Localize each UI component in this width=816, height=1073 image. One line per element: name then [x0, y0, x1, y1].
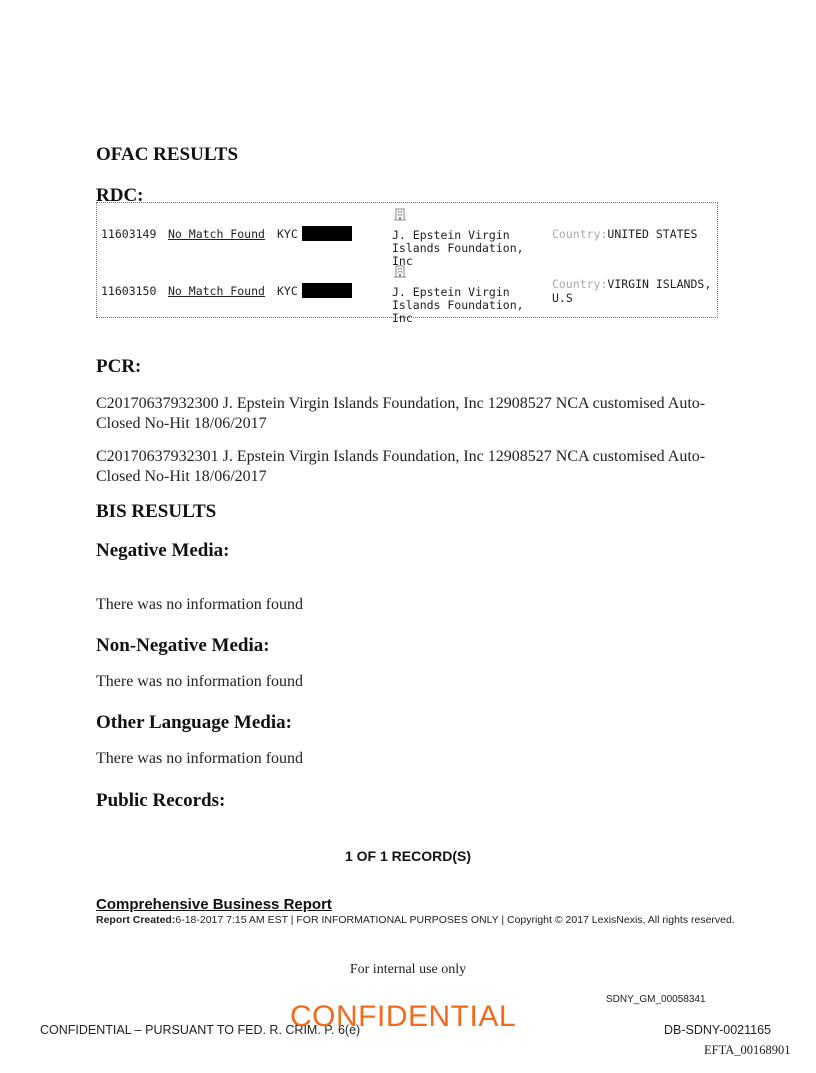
pcr-entry: C20170637932300 J. Epstein Virgin Islands Foundation, Inc 12908527 NCA customised Auto-Closed No-Hit 18/06/2017: [96, 395, 706, 432]
rdc-record-id: 11603150: [101, 284, 157, 298]
confidential-notice: CONFIDENTIAL – PURSUANT TO FED. R. CRIM. P. 6(e): [40, 1023, 361, 1037]
bis-heading: BIS RESULTS: [96, 501, 217, 522]
redaction-bar: [302, 283, 352, 298]
building-icon: [393, 264, 407, 278]
rdc-country: [552, 227, 712, 241]
non-negative-media-heading: Non-Negative Media:: [96, 635, 270, 656]
report-meta: [96, 914, 736, 927]
confidential-stamp: CONFIDENTIAL: [290, 1000, 517, 1033]
kyc-label: KYC: [277, 227, 298, 241]
report-created-details: 6-18-2017 7:15 AM EST | FOR INFORMATIONAL PURPOSES ONLY | Copyright © 2017 LexisNexis, All rights reserved.: [175, 914, 735, 926]
rdc-record-id: 11603149: [101, 227, 157, 241]
country-label: Country:: [552, 277, 608, 291]
country-label: Country:: [552, 227, 608, 241]
rdc-entity-name: J. Epstein Virgin Islands Foundation, Inc: [392, 285, 524, 325]
db-number: DB-SDNY-0021165: [664, 1023, 772, 1037]
rdc-match-status-link[interactable]: No Match Found: [168, 284, 265, 298]
rdc-country: [552, 277, 712, 305]
ofac-heading: OFAC RESULTS: [96, 144, 239, 165]
kyc-label: KYC: [277, 284, 298, 298]
rdc-row: [97, 205, 717, 268]
redaction-bar: [302, 226, 352, 241]
report-title-link[interactable]: Comprehensive Business Report: [96, 896, 332, 913]
record-count: 1 OF 1 RECORD(S): [344, 848, 471, 864]
other-language-media-heading: Other Language Media:: [96, 712, 292, 733]
rdc-heading: RDC:: [96, 185, 144, 206]
rdc-entity-name: J. Epstein Virgin Islands Foundation, Inc: [392, 228, 524, 268]
internal-use-notice: For internal use only: [349, 962, 467, 977]
country-value: UNITED STATES: [607, 227, 698, 241]
negative-media-text: There was no information found: [96, 596, 304, 613]
rdc-row: [97, 262, 717, 325]
pcr-heading: PCR:: [96, 356, 142, 377]
efta-number: EFTA_00168901: [704, 1043, 791, 1057]
building-icon: [393, 207, 407, 221]
bates-number: SDNY_GM_00058341: [606, 994, 706, 1005]
non-negative-media-text: There was no information found: [96, 673, 304, 690]
rdc-results-table: [96, 202, 718, 325]
rdc-match-status-link[interactable]: No Match Found: [168, 227, 265, 241]
public-records-heading: Public Records:: [96, 790, 226, 811]
country-value: VIRGIN ISLANDS, U.S: [552, 277, 712, 305]
negative-media-heading: Negative Media:: [96, 540, 230, 561]
pcr-entry: C20170637932301 J. Epstein Virgin Islands Foundation, Inc 12908527 NCA customised Auto-Closed No-Hit 18/06/2017: [96, 448, 706, 485]
other-language-media-text: There was no information found: [96, 750, 304, 767]
report-created-label: Report Created:: [96, 914, 176, 926]
